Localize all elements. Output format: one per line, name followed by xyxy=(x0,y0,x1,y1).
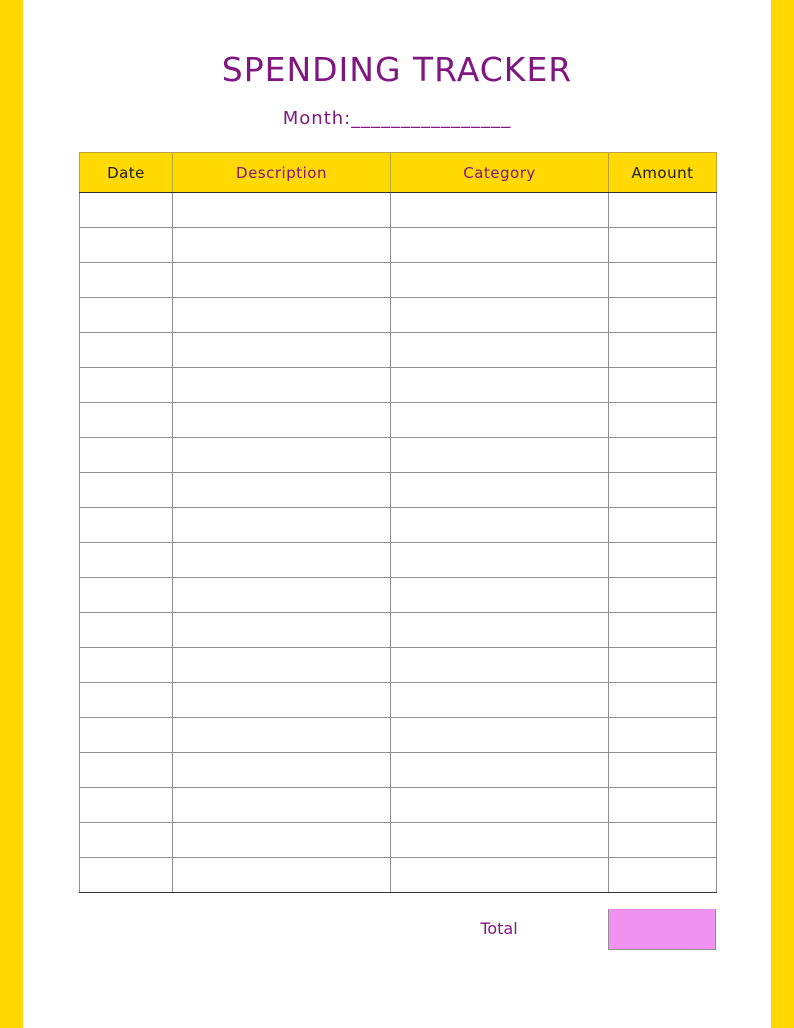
table-header-row xyxy=(80,153,717,193)
category-cell[interactable] xyxy=(391,403,609,438)
amount-cell[interactable] xyxy=(609,368,717,403)
description-cell[interactable] xyxy=(173,508,391,543)
amount-cell[interactable] xyxy=(609,333,717,368)
table-row xyxy=(80,508,717,543)
amount-cell[interactable] xyxy=(609,823,717,858)
table-row xyxy=(80,368,717,403)
table-row xyxy=(80,823,717,858)
description-cell[interactable] xyxy=(173,823,391,858)
table-row xyxy=(80,718,717,753)
amount-cell[interactable] xyxy=(609,298,717,333)
date-cell[interactable] xyxy=(80,543,173,578)
table-row xyxy=(80,298,717,333)
amount-cell[interactable] xyxy=(609,193,717,228)
date-cell[interactable] xyxy=(80,613,173,648)
table-row xyxy=(80,228,717,263)
amount-cell[interactable] xyxy=(609,508,717,543)
table-row xyxy=(80,858,717,893)
right-yellow-border xyxy=(771,0,794,1028)
date-cell[interactable] xyxy=(80,473,173,508)
date-cell[interactable] xyxy=(80,403,173,438)
date-cell[interactable] xyxy=(80,333,173,368)
category-cell[interactable] xyxy=(391,648,609,683)
date-cell[interactable] xyxy=(80,753,173,788)
date-cell[interactable] xyxy=(80,648,173,683)
category-cell[interactable] xyxy=(391,718,609,753)
table-row xyxy=(80,753,717,788)
date-cell[interactable] xyxy=(80,298,173,333)
description-cell[interactable] xyxy=(173,193,391,228)
total-label: Total xyxy=(480,919,518,938)
category-cell[interactable] xyxy=(391,613,609,648)
header-category: Category xyxy=(391,153,609,193)
amount-cell[interactable] xyxy=(609,473,717,508)
description-cell[interactable] xyxy=(173,578,391,613)
description-cell[interactable] xyxy=(173,263,391,298)
amount-cell[interactable] xyxy=(609,263,717,298)
category-cell[interactable] xyxy=(391,823,609,858)
category-cell[interactable] xyxy=(391,438,609,473)
left-yellow-border xyxy=(0,0,23,1028)
table-row xyxy=(80,403,717,438)
amount-cell[interactable] xyxy=(609,753,717,788)
category-cell[interactable] xyxy=(391,508,609,543)
amount-cell[interactable] xyxy=(609,683,717,718)
month-field[interactable]: Month:________________ xyxy=(282,108,512,129)
date-cell[interactable] xyxy=(80,438,173,473)
table-row xyxy=(80,473,717,508)
date-cell[interactable] xyxy=(80,683,173,718)
description-cell[interactable] xyxy=(173,788,391,823)
category-cell[interactable] xyxy=(391,193,609,228)
description-cell[interactable] xyxy=(173,368,391,403)
date-cell[interactable] xyxy=(80,578,173,613)
category-cell[interactable] xyxy=(391,298,609,333)
category-cell[interactable] xyxy=(391,753,609,788)
table-row xyxy=(80,333,717,368)
description-cell[interactable] xyxy=(173,473,391,508)
table-row xyxy=(80,193,717,228)
category-cell[interactable] xyxy=(391,858,609,893)
date-cell[interactable] xyxy=(80,823,173,858)
category-cell[interactable] xyxy=(391,333,609,368)
table-row xyxy=(80,683,717,718)
category-cell[interactable] xyxy=(391,263,609,298)
table-row xyxy=(80,543,717,578)
description-cell[interactable] xyxy=(173,403,391,438)
amount-cell[interactable] xyxy=(609,718,717,753)
description-cell[interactable] xyxy=(173,718,391,753)
amount-cell[interactable] xyxy=(609,403,717,438)
date-cell[interactable] xyxy=(80,368,173,403)
amount-cell[interactable] xyxy=(609,578,717,613)
table-row xyxy=(80,648,717,683)
date-cell[interactable] xyxy=(80,858,173,893)
category-cell[interactable] xyxy=(391,368,609,403)
table-row xyxy=(80,613,717,648)
date-cell[interactable] xyxy=(80,508,173,543)
header-amount: Amount xyxy=(609,153,717,193)
description-cell[interactable] xyxy=(173,333,391,368)
spending-table xyxy=(79,152,717,893)
description-cell[interactable] xyxy=(173,858,391,893)
description-cell[interactable] xyxy=(173,613,391,648)
category-cell[interactable] xyxy=(391,788,609,823)
total-amount-cell[interactable] xyxy=(608,909,716,950)
category-cell[interactable] xyxy=(391,683,609,718)
header-description: Description xyxy=(173,153,391,193)
amount-cell[interactable] xyxy=(609,543,717,578)
description-cell[interactable] xyxy=(173,683,391,718)
description-cell[interactable] xyxy=(173,753,391,788)
date-cell[interactable] xyxy=(80,263,173,298)
date-cell[interactable] xyxy=(80,228,173,263)
amount-cell[interactable] xyxy=(609,858,717,893)
header-date: Date xyxy=(80,153,173,193)
table-row xyxy=(80,788,717,823)
category-cell[interactable] xyxy=(391,228,609,263)
description-cell[interactable] xyxy=(173,543,391,578)
date-cell[interactable] xyxy=(80,788,173,823)
table-row xyxy=(80,263,717,298)
category-cell[interactable] xyxy=(391,578,609,613)
page-title: SPENDING TRACKER xyxy=(221,50,573,89)
description-cell[interactable] xyxy=(173,438,391,473)
amount-cell[interactable] xyxy=(609,788,717,823)
amount-cell[interactable] xyxy=(609,438,717,473)
table-row xyxy=(80,438,717,473)
table-body xyxy=(80,193,717,893)
amount-cell[interactable] xyxy=(609,613,717,648)
category-cell[interactable] xyxy=(391,473,609,508)
description-cell[interactable] xyxy=(173,298,391,333)
date-cell[interactable] xyxy=(80,718,173,753)
description-cell[interactable] xyxy=(173,648,391,683)
description-cell[interactable] xyxy=(173,228,391,263)
category-cell[interactable] xyxy=(391,543,609,578)
table-row xyxy=(80,578,717,613)
amount-cell[interactable] xyxy=(609,228,717,263)
date-cell[interactable] xyxy=(80,193,173,228)
amount-cell[interactable] xyxy=(609,648,717,683)
